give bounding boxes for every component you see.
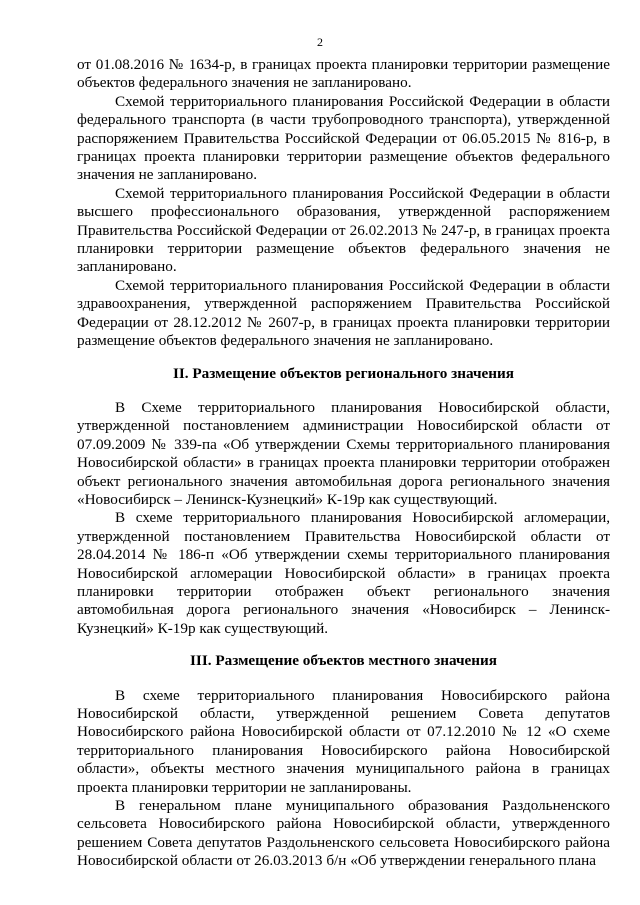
paragraph: Схемой территориального планирования Российской Федерации в области высшего профессионального образования, утвержденной распоряжением Правительства Российской Федерации от 26.02.2013 № 247-р, в границах проекта планировки территории размещение объектов федерального значения не запланировано. [77,184,610,276]
paragraph: В схеме территориального планирования Новосибирского района Новосибирской области, утвержденной решением Совета депутатов Новосибирского района Новосибирской области от 07.12.2010 № 12 «О схеме территориального планирования Новосибирского района Новосибирской области», объекты местного значения муниципального района в границах проекта планировки территории не запланированы. [77,686,610,796]
page-number: 2 [317,35,323,49]
section-heading: II. Размещение объектов регионального значения [172,364,515,382]
paragraph: от 01.08.2016 № 1634-р, в границах проекта планировки территории размещение объектов федерального значения не запланировано. [77,56,610,92]
paragraph: Схемой территориального планирования Российской Федерации в области здравоохранения, утвержденной распоряжением Правительства Российской Федерации от 28.12.2012 № 2607-р, в границах проекта планировки территории размещение объектов федерального значения не запланировано. [77,276,610,350]
paragraph: Схемой территориального планирования Российской Федерации в области федерального транспорта (в части трубопроводного транспорта), утвержденной распоряжением Правительства Российской Федерации от 06.05.2015 № 816-р, в границах проекта планировки территории размещение объектов федерального значения не запланировано. [77,92,610,184]
paragraph: В схеме территориального планирования Новосибирской агломерации, утвержденной постановлением Правительства Новосибирской области от 28.04.2014 № 186-п «Об утверждении схемы территориального планирования Новосибирской агломерации Новосибирской области» в границах проекта планировки территории отображен объект регионального значения автомобильная дорога регионального значения «Новосибирск – Ленинск-Кузнецкий» К-19р как существующий. [77,509,610,637]
paragraph: В генеральном плане муниципального образования Раздольненского сельсовета Новосибирского района Новосибирской области, утвержденного решением Совета депутатов Раздольненского сельсовета Новосибирского района Новосибирской области от 26.03.2013 б/н «Об утверждении генерального плана [77,797,610,870]
section-heading: III. Размещение объектов местного значения [190,652,497,670]
paragraph: В Схеме территориального планирования Новосибирской области, утвержденной постановлением администрации Новосибирской области от 07.09.2009 № 339-па «Об утверждении Схемы территориального планирования Новосибирской области» в границах проекта планировки территории отображен объект регионального значения автомобильная дорога регионального значения «Новосибирск – Ленинск-Кузнецкий» К-19р как существующий. [77,398,610,508]
document-body [77,56,610,871]
